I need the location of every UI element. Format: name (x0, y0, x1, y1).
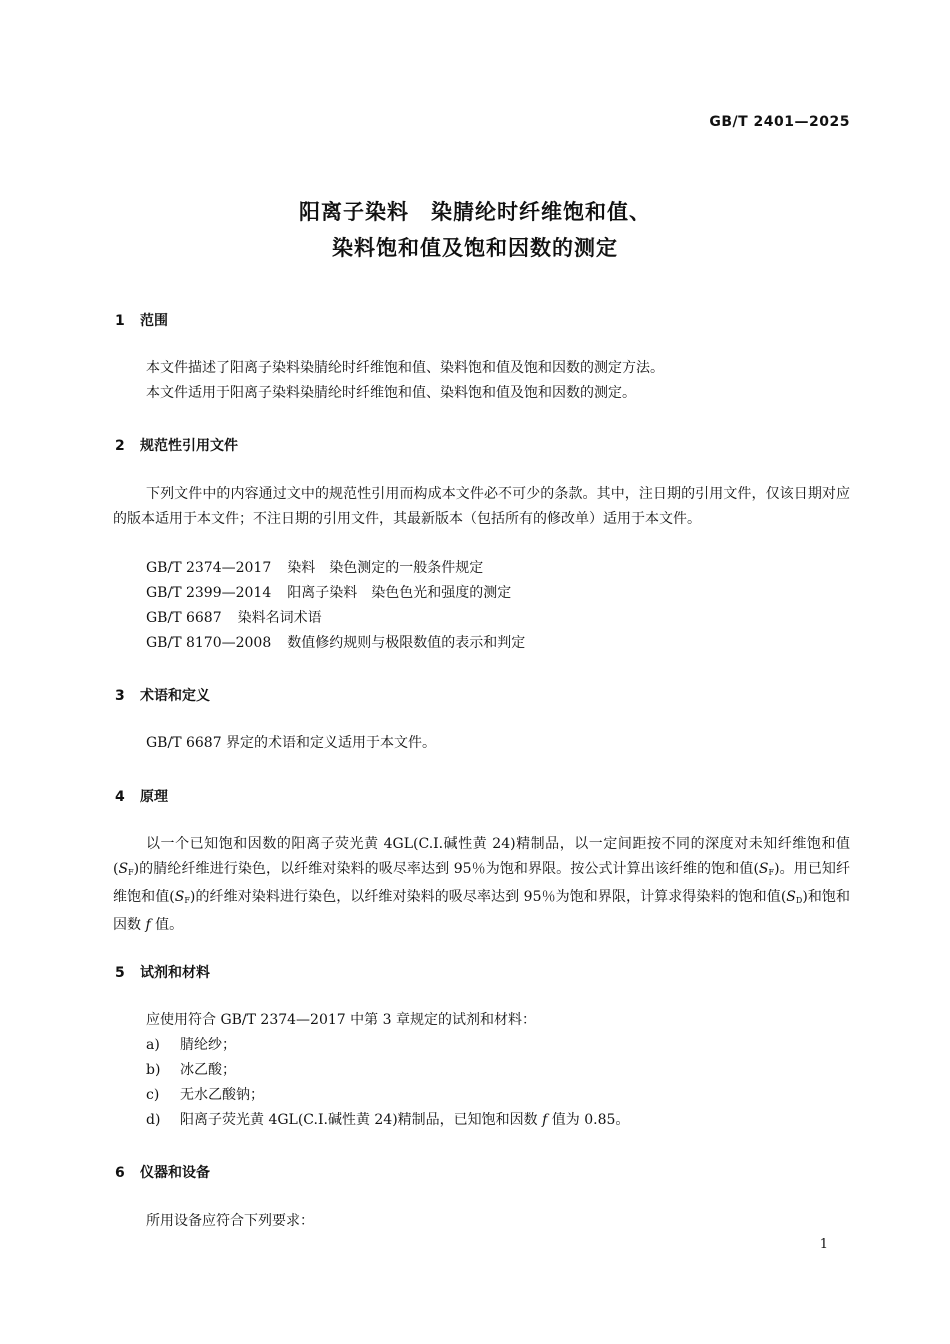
symbol-s: S (174, 889, 185, 905)
list-item (146, 1083, 264, 1108)
reference-title: 染料 染色测定的一般条件规定 (287, 560, 484, 576)
section-number: 5 (115, 965, 125, 981)
list-label: b) (146, 1062, 161, 1078)
document-title (0, 194, 950, 266)
list-text: 阳离子荧光黄 4GL(C.I.碱性黄 24)精制品，已知饱和因数 (180, 1112, 543, 1128)
section-title: 原理 (140, 789, 168, 805)
reference-title: 染料名词术语 (237, 610, 322, 626)
page-number: 1 (819, 1237, 828, 1252)
section-title: 规范性引用文件 (140, 438, 238, 454)
section-1-heading (115, 310, 168, 330)
section-6-heading (115, 1162, 210, 1182)
list-item (146, 1108, 629, 1133)
principle-text: 以一个已知饱和因数的阳离子荧光黄 4GL(C.I.碱性黄 24)精制品，以一定间距按不同的深度对未知纤维饱和值( (113, 836, 850, 877)
section-1-paragraph-2: 本文件适用于阳离子染料染腈纶时纤维饱和值、染料饱和值及饱和因数的测定。 (146, 385, 636, 401)
reference-item (146, 631, 525, 656)
section-2-intro: 下列文件中的内容通过文中的规范性引用而构成本文件必不可少的条款。其中，注日期的引用文件，仅该日期对应的版本适用于本文件；不注日期的引用文件，其最新版本（包括所有的修改单）适用于本文件。 (113, 486, 850, 527)
subscript-f: F (768, 868, 775, 877)
reference-title: 数值修约规则与极限数值的表示和判定 (287, 635, 526, 651)
symbol-s: S (758, 861, 769, 877)
section-title: 试剂和材料 (140, 965, 210, 981)
principle-text: )的腈纶纤维进行染色，以纤维对染料的吸尽率达到 95％为饱和界限。按公式计算出该纤维的饱和值( (133, 861, 759, 877)
section-2-heading (115, 435, 238, 455)
list-item (146, 1058, 236, 1083)
section-5-heading (115, 962, 210, 982)
reference-code: GB/T 2374—2017 (146, 560, 272, 576)
subscript-f: F (128, 868, 134, 877)
section-3-heading (115, 685, 210, 705)
list-text: 腈纶纱； (180, 1037, 236, 1053)
subscript-d: D (795, 896, 803, 905)
list-label: c) (146, 1087, 160, 1103)
principle-text: )的纤维对染料进行染色，以纤维对染料的吸尽率达到 95％为饱和界限，计算求得染料的饱和值( (189, 889, 787, 905)
section-title: 术语和定义 (140, 688, 210, 704)
standard-code: GB/T 2401—2025 (709, 114, 850, 130)
symbol-f: f (145, 917, 151, 933)
section-number: 6 (115, 1165, 125, 1181)
section-5-intro: 应使用符合 GB/T 2374—2017 中第 3 章规定的试剂和材料： (146, 1012, 536, 1028)
list-text: 值为 0.85。 (547, 1112, 630, 1128)
section-6-paragraph: 所用设备应符合下列要求： (146, 1213, 314, 1229)
symbol-f: f (542, 1112, 548, 1128)
symbol-s: S (118, 861, 129, 877)
principle-text: )和饱和因数 (113, 889, 850, 933)
section-title: 仪器和设备 (140, 1165, 210, 1181)
principle-text: )。用已知纤维饱和值( (113, 861, 850, 905)
reference-title: 阳离子染料 染色色光和强度的测定 (287, 585, 512, 601)
section-4-paragraph (113, 832, 850, 938)
reference-item (146, 606, 322, 631)
reference-code: GB/T 8170—2008 (146, 635, 272, 651)
subscript-f: F (184, 896, 190, 905)
reference-code: GB/T 6687 (146, 610, 222, 626)
title-line-2: 染料饱和值及饱和因数的测定 (332, 236, 618, 260)
section-number: 3 (115, 688, 125, 704)
section-title: 范围 (140, 313, 168, 329)
section-4-heading (115, 786, 168, 806)
reference-item (146, 581, 511, 606)
list-label: a) (146, 1037, 160, 1053)
principle-text: 值。 (150, 917, 184, 933)
list-label: d) (146, 1112, 161, 1128)
symbol-s: S (786, 889, 796, 905)
list-item (146, 1033, 236, 1058)
section-number: 1 (115, 313, 125, 329)
list-text: 无水乙酸钠； (180, 1087, 264, 1103)
section-1-paragraph-1: 本文件描述了阳离子染料染腈纶时纤维饱和值、染料饱和值及饱和因数的测定方法。 (146, 360, 664, 376)
list-text: 冰乙酸； (180, 1062, 236, 1078)
section-3-paragraph: GB/T 6687 界定的术语和定义适用于本文件。 (146, 735, 437, 751)
reference-item (146, 556, 483, 581)
reference-code: GB/T 2399—2014 (146, 585, 272, 601)
title-line-1: 阳离子染料 染腈纶时纤维饱和值、 (299, 200, 651, 224)
section-number: 4 (115, 789, 125, 805)
section-number: 2 (115, 438, 125, 454)
